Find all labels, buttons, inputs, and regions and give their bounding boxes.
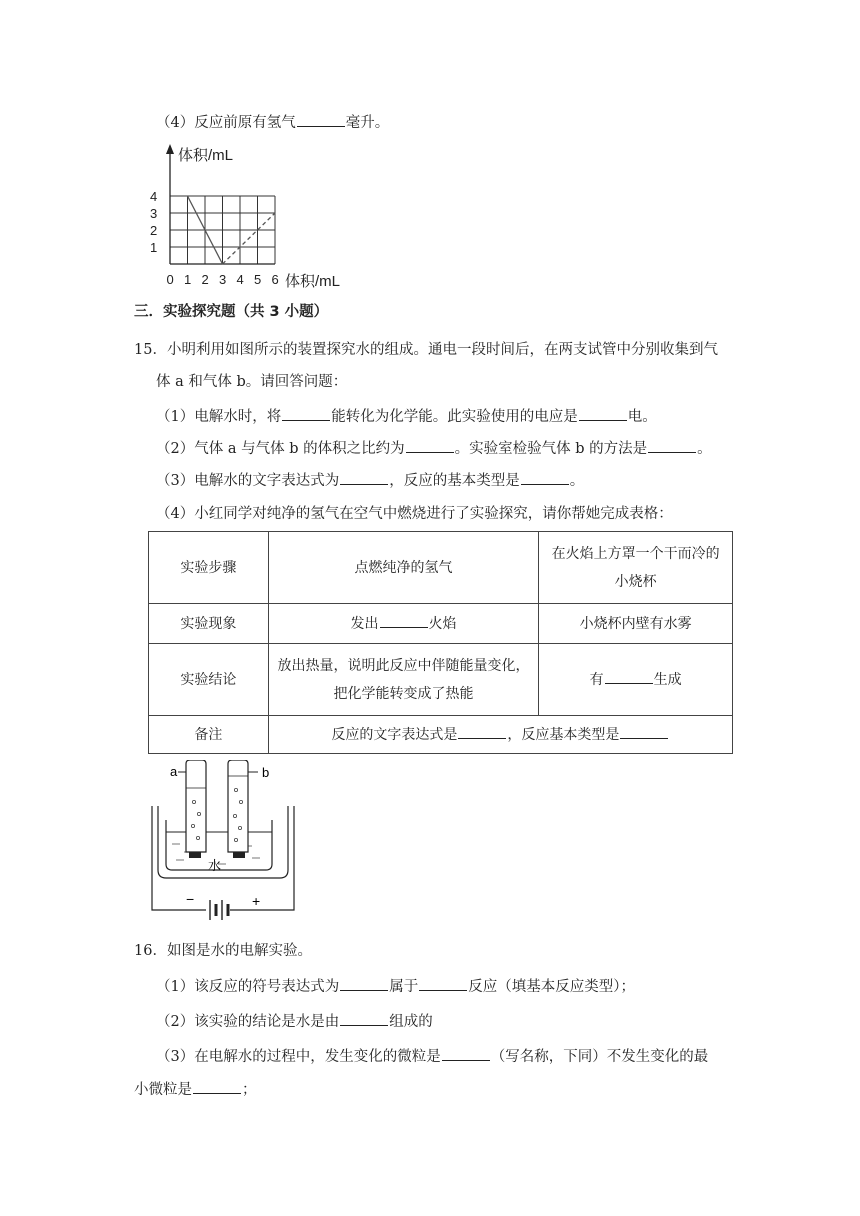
volume-chart-svg xyxy=(140,140,380,300)
table-cell: 反应的文字表达式是 ，反应基本类型是 xyxy=(268,716,732,754)
table-cell: 放出热量，说明此反应中伴随能量变化， 把化学能转变成了热能 xyxy=(268,644,539,716)
y-axis-label: 体积/mL xyxy=(178,147,234,164)
water-label: 水 xyxy=(208,859,222,874)
answer-blank[interactable] xyxy=(340,1011,388,1026)
label-a: a xyxy=(170,764,178,779)
x-tick-label: 0 xyxy=(166,272,174,287)
answer-blank[interactable] xyxy=(340,976,388,991)
q16-part3: （3）在电解水的过程中，发生变化的微粒是 （写名称，下同）不发生变化的最 xyxy=(156,1046,708,1067)
answer-blank[interactable] xyxy=(340,470,388,485)
x-tick-label: 4 xyxy=(236,272,244,287)
answer-blank[interactable] xyxy=(380,613,428,628)
x-tick-label: 2 xyxy=(201,272,209,287)
table-cell: 小烧杯内壁有水雾 xyxy=(539,604,733,644)
answer-blank[interactable] xyxy=(620,724,668,739)
q15-stem-line1: 15．小明利用如图所示的装置探究水的组成。通电一段时间后，在两支试管中分别收集到气 xyxy=(134,342,718,358)
table-cell: 备注 xyxy=(149,716,269,754)
answer-blank[interactable] xyxy=(648,438,696,453)
table-cell: 有 生成 xyxy=(539,644,733,716)
electrolysis-diagram xyxy=(148,760,298,920)
table-cell: 在火焰上方罩一个干而冷的 小烧杯 xyxy=(539,532,733,604)
x-tick-label: 6 xyxy=(271,272,279,287)
table-row xyxy=(149,604,733,644)
x-axis-label: 体积/mL xyxy=(285,273,341,290)
minus-label: − xyxy=(186,891,195,907)
y-tick-label: 2 xyxy=(150,223,158,238)
answer-blank[interactable] xyxy=(419,976,467,991)
experiment-table xyxy=(148,531,733,754)
q16-part3-cont: 小微粒是 ； xyxy=(134,1079,257,1100)
y-tick-label: 1 xyxy=(150,240,158,255)
table-cell: 实验步骤 xyxy=(149,532,269,604)
answer-blank[interactable] xyxy=(521,470,569,485)
answer-blank[interactable] xyxy=(458,724,506,739)
plus-label: + xyxy=(252,893,261,909)
table-cell: 实验结论 xyxy=(149,644,269,716)
q16-stem: 16．如图是水的电解实验。 xyxy=(134,943,312,959)
table-row xyxy=(149,716,733,754)
table-row xyxy=(149,532,733,604)
q16-part1: （1）该反应的符号表达式为 属于 反应（填基本反应类型）； xyxy=(156,976,635,997)
y-tick-label: 4 xyxy=(150,189,158,204)
answer-blank[interactable] xyxy=(193,1079,241,1094)
q15-part4: （4）小红同学对纯净的氢气在空气中燃烧进行了实验探究，请你帮她完成表格： xyxy=(156,506,673,522)
label-b: b xyxy=(262,765,270,780)
answer-blank[interactable] xyxy=(442,1046,490,1061)
table-cell: 发出 火焰 xyxy=(268,604,539,644)
q16-part2: （2）该实验的结论是水是由 组成的 xyxy=(156,1011,433,1032)
x-tick-label: 1 xyxy=(184,272,192,287)
x-tick-label: 3 xyxy=(219,272,227,287)
answer-blank[interactable] xyxy=(406,438,454,453)
y-tick-label: 3 xyxy=(150,206,158,221)
table-cell: 实验现象 xyxy=(149,604,269,644)
table-cell: 点燃纯净的氢气 xyxy=(268,532,539,604)
dashed-series-line xyxy=(223,213,276,264)
answer-blank[interactable] xyxy=(297,112,345,127)
x-tick-label: 5 xyxy=(254,272,262,287)
q15-stem-line2: 体 a 和气体 b。请回答问题： xyxy=(156,374,348,390)
section-title: 三．实验探究题（共 3 小题） xyxy=(134,304,329,320)
y-axis-arrow-icon xyxy=(166,144,174,154)
q14-part4: （4）反应前原有氢气 毫升。 xyxy=(156,112,389,133)
q15-part2: （2）气体 a 与气体 b 的体积之比约为 。实验室检验气体 b 的方法是 。 xyxy=(156,438,712,459)
answer-blank[interactable] xyxy=(579,406,627,421)
answer-blank[interactable] xyxy=(282,406,330,421)
q15-part3: （3）电解水的文字表达式为 ，反应的基本类型是 。 xyxy=(156,470,584,491)
answer-blank[interactable] xyxy=(605,669,653,684)
q15-part1: （1）电解水时，将 能转化为化学能。此实验使用的电应是 电。 xyxy=(156,406,657,427)
electrolysis-apparatus xyxy=(148,760,298,920)
table-row xyxy=(149,644,733,716)
volume-chart xyxy=(140,140,380,300)
